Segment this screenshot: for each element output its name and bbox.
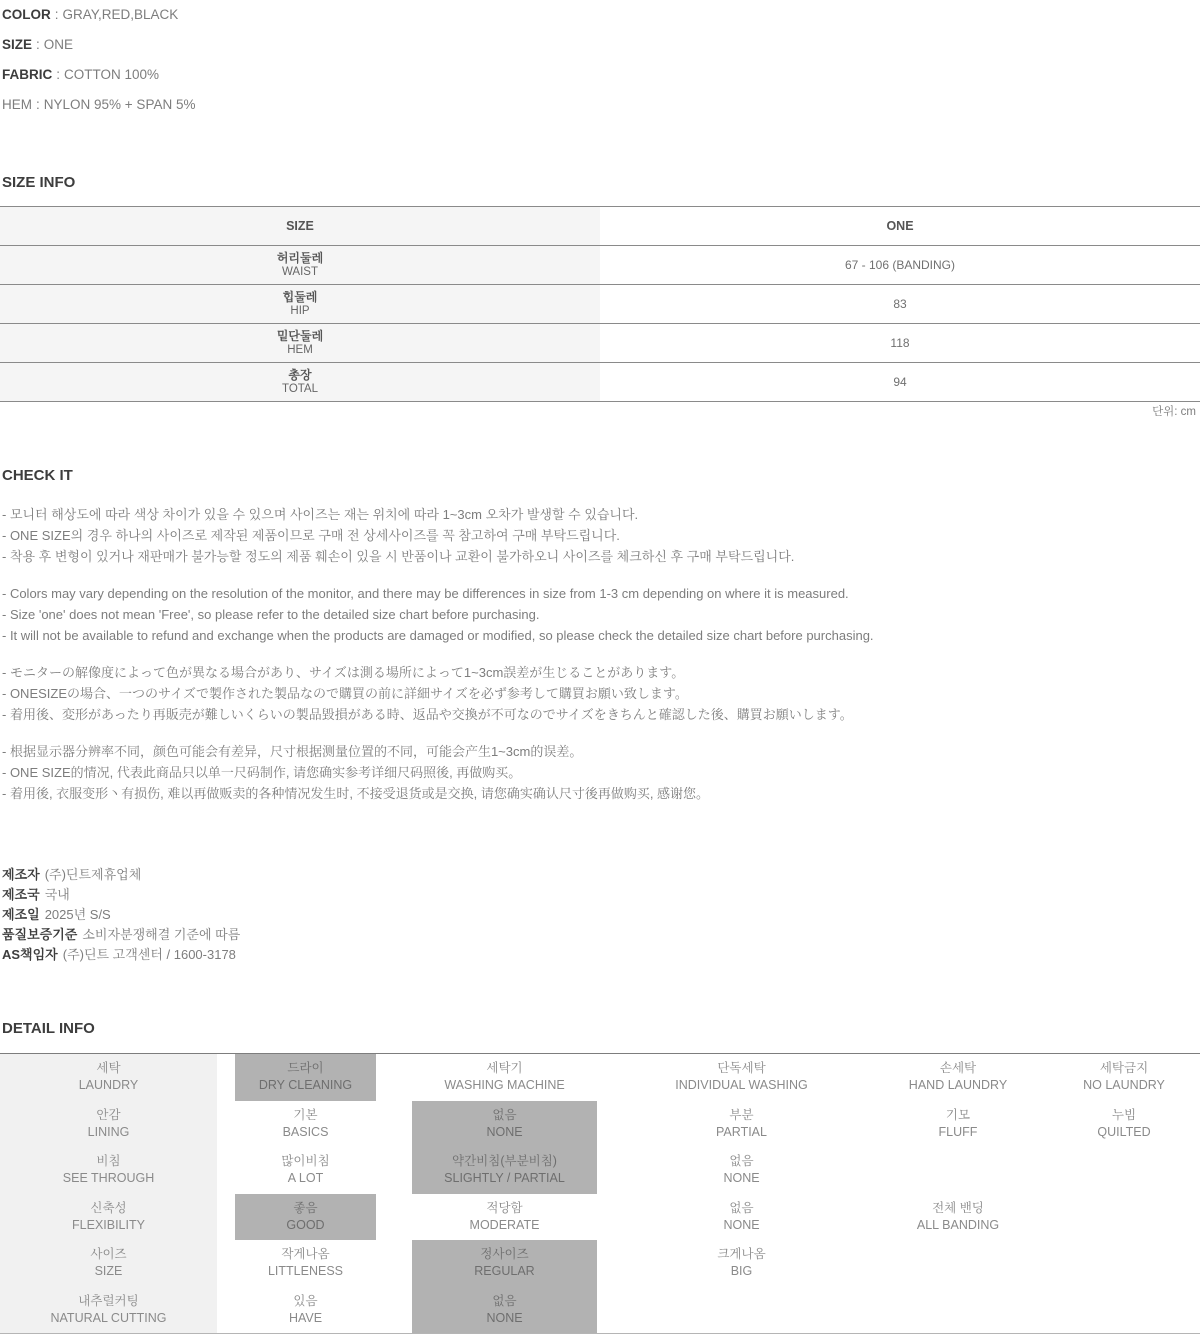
detail-kr: 없음 — [729, 1200, 754, 1215]
detail-en: NATURAL CUTTING — [50, 1310, 167, 1325]
detail-kr: 누빔 — [1111, 1107, 1137, 1122]
detail-kr: 적당함 — [486, 1200, 523, 1215]
size-value: 118 — [890, 336, 910, 350]
maker-line-manufacturer — [2, 865, 1200, 885]
spec-color — [2, 0, 1200, 30]
detail-en: PARTIAL — [716, 1124, 767, 1139]
maker-line-country — [2, 885, 1200, 905]
check-it-korean — [0, 504, 1200, 567]
maker-value: 2025년 S/S — [44, 907, 111, 922]
detail-kr: 크게나옴 — [717, 1247, 766, 1262]
detail-kr: 내추럴커팅 — [78, 1293, 139, 1308]
manufacturer-info — [0, 865, 1200, 965]
detail-en: NONE — [723, 1171, 760, 1186]
detail-en: INDIVIDUAL WASHING — [675, 1078, 808, 1093]
detail-cell — [868, 1194, 1048, 1241]
check-line: - Colors may vary depending on the resolution of the monitor, and there may be differences in size from 1-3 cm depending on where it is measured. — [2, 586, 849, 601]
detail-cell — [394, 1054, 615, 1101]
spec-size-value: ONE — [43, 37, 74, 52]
detail-kr: 있음 — [293, 1293, 318, 1308]
detail-cell — [1048, 1101, 1200, 1148]
detail-kr: 단독세탁 — [717, 1061, 766, 1076]
maker-value: (주)딘트제휴업체 — [44, 867, 142, 882]
detail-cell-empty — [1048, 1194, 1200, 1241]
spec-fabric-label: FABRIC — [2, 67, 53, 82]
detail-cell — [615, 1240, 868, 1287]
spec-fabric-value: COTTON 100% — [64, 67, 160, 82]
detail-cell — [217, 1147, 394, 1194]
maker-label: 제조자 — [2, 867, 40, 882]
detail-cell-laundry — [0, 1054, 217, 1101]
size-label-kr: 힙둘레 — [282, 290, 318, 304]
size-label-en: WAIST — [282, 266, 318, 278]
detail-cell — [217, 1240, 394, 1287]
detail-kr: 약간비침(부분비침) — [452, 1154, 557, 1169]
check-it-heading: CHECK IT — [2, 467, 73, 484]
size-row-total — [0, 363, 1200, 402]
detail-cell-empty — [1048, 1240, 1200, 1287]
spec-separator: : — [56, 67, 61, 82]
detail-cell — [615, 1101, 868, 1148]
size-row-hem — [0, 324, 1200, 363]
detail-en: FLEXIBILITY — [72, 1217, 145, 1232]
detail-cell — [1048, 1054, 1200, 1101]
size-header-value: ONE — [886, 219, 914, 233]
detail-cell-see-through — [0, 1147, 217, 1194]
detail-kr: 신축성 — [90, 1200, 127, 1215]
detail-cell-empty — [868, 1240, 1048, 1287]
detail-en: SEE THROUGH — [62, 1171, 155, 1186]
spec-color-value: GRAY,RED,BLACK — [62, 7, 179, 22]
detail-kr: 전체 밴딩 — [932, 1200, 984, 1215]
check-line: - Size 'one' does not mean 'Free', so please refer to the detailed size chart before purchasing. — [2, 607, 540, 622]
size-label-en: TOTAL — [282, 383, 318, 395]
maker-line-date — [2, 905, 1200, 925]
size-label-cell — [0, 285, 600, 323]
detail-kr: 없음 — [492, 1107, 517, 1122]
detail-en: ALL BANDING — [916, 1217, 1000, 1232]
spec-separator: : — [36, 97, 40, 112]
detail-en: MODERATE — [469, 1217, 540, 1232]
detail-kr: 기모 — [945, 1107, 971, 1122]
detail-cell-flexibility — [0, 1194, 217, 1241]
detail-kr: 정사이즈 — [480, 1247, 529, 1262]
detail-en: LAUNDRY — [78, 1078, 139, 1093]
detail-kr: 드라이 — [287, 1061, 324, 1076]
size-label-kr: 밑단둘레 — [276, 329, 324, 343]
detail-en: BIG — [730, 1264, 753, 1279]
detail-en: DRY CLEANING — [258, 1078, 353, 1093]
detail-kr: 많이비침 — [281, 1154, 330, 1169]
detail-cell-size — [0, 1240, 217, 1287]
detail-kr: 사이즈 — [90, 1247, 127, 1262]
spec-size — [2, 30, 1200, 60]
size-label-en: HIP — [290, 305, 310, 317]
check-line: - 모니터 해상도에 따라 색상 차이가 있을 수 있으며 사이즈는 재는 위치에 따라 1~3cm 오차가 발생할 수 있습니다. — [2, 507, 639, 522]
detail-cell — [217, 1287, 394, 1334]
check-line: - モニターの解像度によって色が異なる場合があり、サイズは測る場所によって1~3cm誤差が生じることがあります。 — [2, 665, 685, 680]
size-header-label: SIZE — [286, 219, 314, 233]
detail-en: QUILTED — [1097, 1124, 1151, 1139]
detail-cell — [615, 1147, 868, 1194]
detail-cell — [868, 1054, 1048, 1101]
check-line: - 着用後、変形があったり再販売が難しいくらいの製品毀損がある時、返品や交換が不可なのでサイズをきちんと確認した後、購買お願いします。 — [2, 707, 853, 722]
detail-kr: 없음 — [492, 1293, 517, 1308]
detail-kr: 손세탁 — [939, 1061, 977, 1076]
maker-label: 품질보증기준 — [2, 927, 78, 942]
detail-cell-slightly-partial-selected — [394, 1147, 615, 1194]
detail-en: GOOD — [286, 1217, 325, 1232]
detail-cell-empty — [1048, 1287, 1200, 1334]
check-line: - ONESIZEの場合、一つのサイズで製作された製品なので購買の前に詳細サイズを必ず参考して購買お願い致します。 — [2, 686, 688, 701]
maker-value: 국내 — [44, 887, 70, 902]
detail-kr: 없음 — [729, 1154, 754, 1169]
detail-kr: 세탁금지 — [1099, 1061, 1149, 1076]
spec-hem — [2, 90, 1200, 120]
detail-en: SLIGHTLY / PARTIAL — [444, 1171, 565, 1186]
size-value-cell — [600, 324, 1200, 362]
detail-info-table — [0, 1053, 1200, 1334]
size-label-cell — [0, 246, 600, 284]
detail-en: LITTLENESS — [267, 1264, 344, 1279]
spec-hem-label: HEM — [2, 97, 32, 112]
spec-separator: : — [36, 37, 40, 52]
spec-hem-value: NYLON 95% + SPAN 5% — [43, 97, 196, 112]
detail-en: NONE — [486, 1124, 523, 1139]
size-label-kr: 허리둘레 — [276, 251, 324, 265]
detail-info-heading: DETAIL INFO — [2, 1020, 95, 1037]
maker-label: 제조국 — [2, 887, 40, 902]
detail-en: NONE — [486, 1310, 523, 1325]
size-value: 67 - 106 (BANDING) — [844, 258, 956, 272]
detail-cell-good-selected — [217, 1194, 394, 1241]
check-line: - 착용 후 변형이 있거나 재판매가 불가능할 정도의 제품 훼손이 있을 시 반품이나 교환이 불가하오니 사이즈를 체크하신 후 구매 부탁드립니다. — [2, 549, 795, 564]
detail-cell-dry-cleaning-selected — [217, 1054, 394, 1101]
detail-en: LINING — [87, 1124, 130, 1139]
detail-cell-empty — [615, 1287, 868, 1334]
detail-cell-none-selected — [394, 1101, 615, 1148]
detail-cell-regular-selected — [394, 1240, 615, 1287]
detail-cell-empty — [868, 1287, 1048, 1334]
size-row-hip — [0, 285, 1200, 324]
size-label-cell — [0, 324, 600, 362]
maker-label: AS책임자 — [2, 947, 58, 962]
size-value-cell — [600, 363, 1200, 401]
size-label-kr: 총장 — [288, 368, 312, 382]
size-header-label-cell — [0, 207, 600, 245]
detail-en: NO LAUNDRY — [1083, 1078, 1165, 1093]
size-value: 94 — [893, 375, 907, 389]
detail-kr: 작게나옴 — [281, 1247, 330, 1262]
detail-kr: 부분 — [729, 1107, 754, 1122]
detail-cell — [868, 1101, 1048, 1148]
maker-value: (주)딘트 고객센터 / 1600-3178 — [62, 947, 236, 962]
size-table-header-row — [0, 207, 1200, 246]
detail-kr: 비침 — [96, 1154, 121, 1169]
spec-separator: : — [54, 7, 59, 22]
check-line: - ONE SIZE的情况, 代表此商品只以单一尺码制作, 请您确实参考详细尺码照後, 再做购买。 — [2, 765, 522, 780]
detail-en: BASICS — [282, 1124, 329, 1139]
size-info-table — [0, 206, 1200, 402]
detail-cell-empty — [1048, 1147, 1200, 1194]
spec-size-label: SIZE — [2, 37, 33, 52]
detail-kr: 좋음 — [293, 1200, 318, 1215]
detail-cell — [394, 1194, 615, 1241]
spec-fabric — [2, 60, 1200, 90]
product-specs — [0, 0, 1200, 120]
check-it-chinese — [0, 741, 1200, 804]
detail-cell-none-selected — [394, 1287, 615, 1334]
detail-kr: 안감 — [96, 1107, 121, 1122]
check-it-japanese — [0, 662, 1200, 725]
detail-kr: 기본 — [293, 1107, 318, 1122]
unit-note: 단위: cm — [1152, 406, 1196, 418]
detail-cell-lining — [0, 1101, 217, 1148]
size-value-cell — [600, 246, 1200, 284]
check-line: - It will not be available to refund and exchange when the products are damaged or modified, so please check the detailed size chart before purchasing. — [2, 628, 874, 643]
detail-cell — [615, 1054, 868, 1101]
detail-en: A LOT — [287, 1171, 324, 1186]
size-label-en: HEM — [287, 344, 313, 356]
size-row-waist — [0, 246, 1200, 285]
detail-kr: 세탁 — [96, 1061, 121, 1076]
detail-cell-empty — [868, 1147, 1048, 1194]
check-line: - ONE SIZE의 경우 하나의 사이즈로 제작된 제품이므로 구매 전 상세사이즈를 꼭 참고하여 구매 부탁드립니다. — [2, 528, 620, 543]
size-value-cell — [600, 285, 1200, 323]
detail-en: HAVE — [288, 1310, 323, 1325]
detail-cell — [615, 1194, 868, 1241]
size-label-cell — [0, 363, 600, 401]
detail-cell-natural-cutting — [0, 1287, 217, 1334]
maker-line-warranty — [2, 925, 1200, 945]
detail-kr: 세탁기 — [486, 1061, 523, 1076]
detail-cell — [217, 1101, 394, 1148]
detail-en: FLUFF — [938, 1124, 978, 1139]
spec-color-label: COLOR — [2, 7, 51, 22]
maker-line-as — [2, 945, 1200, 965]
check-it-english — [0, 583, 1200, 646]
check-line: - 着用後, 衣服变形丶有损伤, 难以再做贩卖的各种情况发生时, 不接受退货或是交换, 请您确实确认尺寸後再做购买, 感谢您。 — [2, 786, 710, 801]
size-info-heading: SIZE INFO — [2, 174, 76, 191]
detail-en: REGULAR — [474, 1264, 535, 1279]
detail-en: NONE — [723, 1217, 760, 1232]
check-line: - 根据显示器分辨率不同，颜色可能会有差异，尺寸根据测量位置的不同，可能会产生1~3cm的误差。 — [2, 744, 583, 759]
size-header-value-cell — [600, 207, 1200, 245]
detail-en: WASHING MACHINE — [444, 1078, 565, 1093]
detail-en: HAND LAUNDRY — [908, 1078, 1008, 1093]
maker-label: 제조일 — [2, 907, 40, 922]
size-value: 83 — [893, 297, 907, 311]
maker-value: 소비자분쟁해결 기준에 따름 — [82, 927, 241, 942]
detail-en: SIZE — [94, 1264, 123, 1279]
